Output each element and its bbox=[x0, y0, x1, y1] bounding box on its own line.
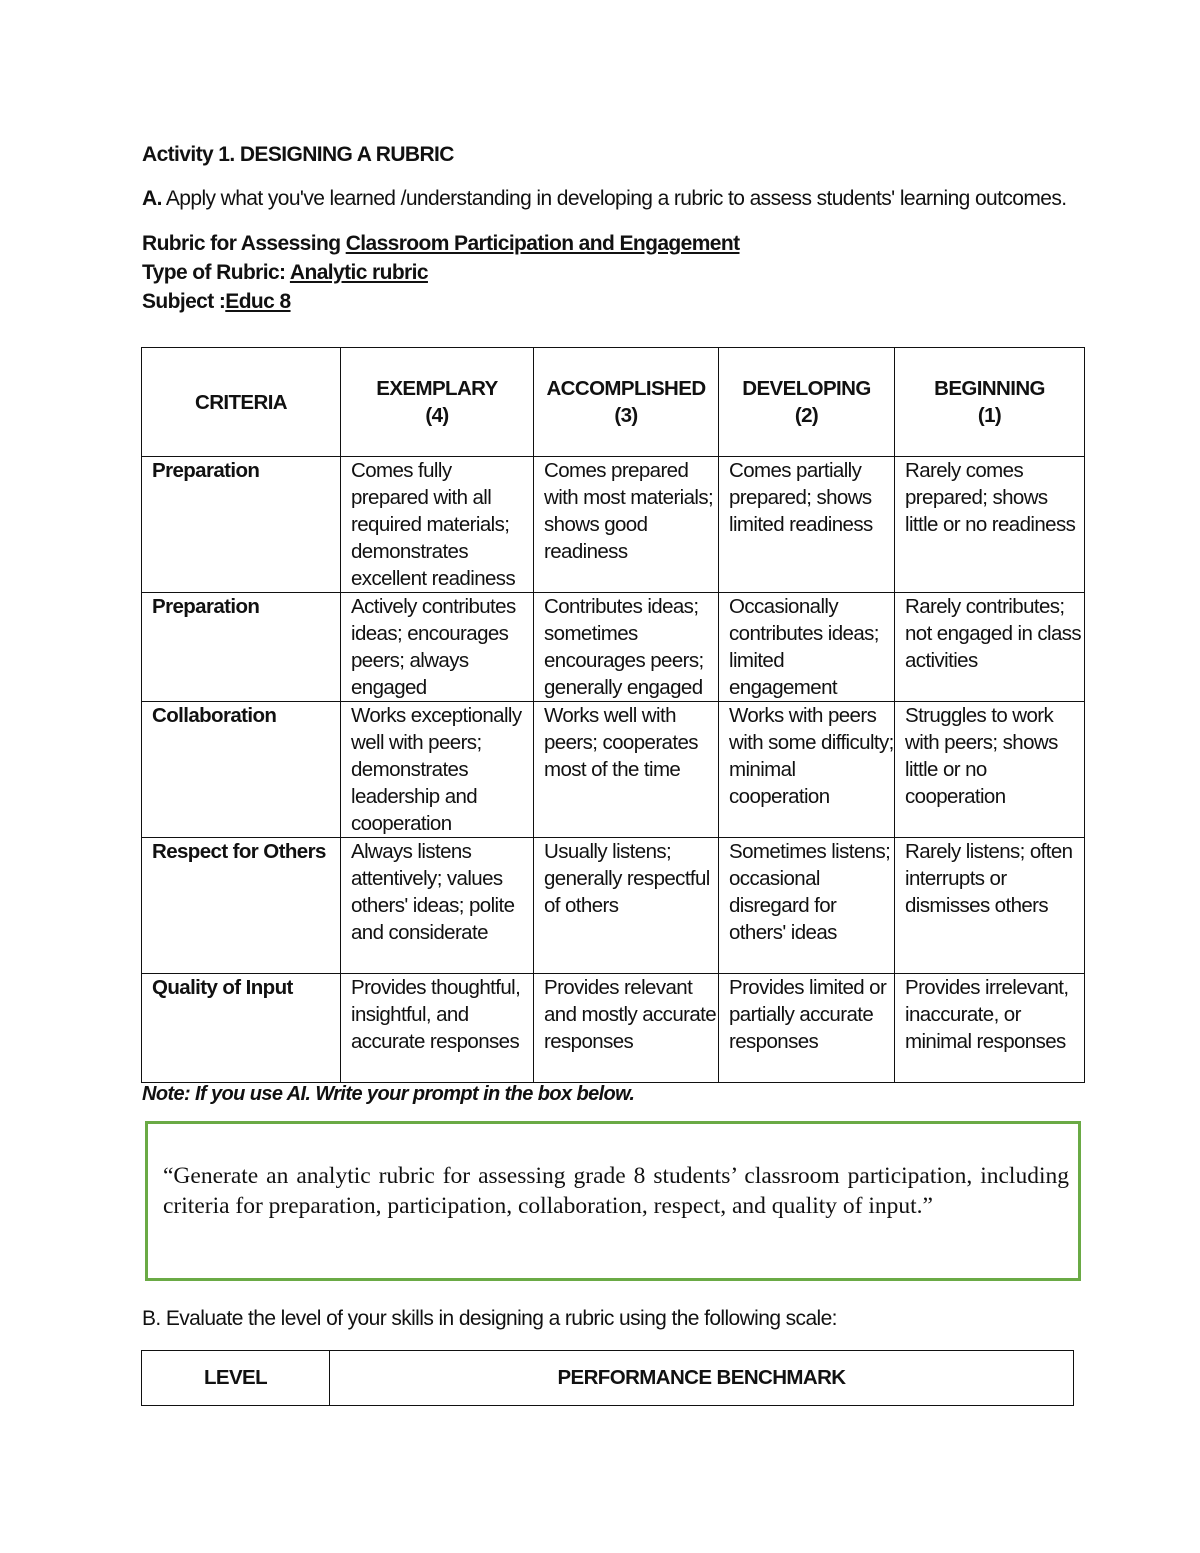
header-performance-benchmark: PERFORMANCE BENCHMARK bbox=[330, 1351, 1074, 1406]
rubric-cell: Comes partially prepared; shows limited readiness bbox=[719, 457, 895, 593]
header-exemplary-score: (4) bbox=[425, 404, 449, 427]
subject-label: Subject : bbox=[142, 290, 226, 313]
rubric-cell: Comes fully prepared with all required materials; demonstrates excellent readiness bbox=[341, 457, 534, 593]
table-row bbox=[142, 593, 1085, 702]
rubric-cell: Works well with peers; cooperates most of the time bbox=[534, 702, 719, 838]
criterion-cell: Collaboration bbox=[142, 702, 341, 838]
ai-note: Note: If you use AI. Write your prompt in the box below. bbox=[142, 1083, 635, 1105]
ai-prompt-box bbox=[145, 1121, 1081, 1281]
rubric-type-label: Type of Rubric: bbox=[142, 261, 290, 284]
scale-table bbox=[141, 1350, 1074, 1406]
header-developing-score: (2) bbox=[794, 404, 819, 427]
header-developing bbox=[719, 348, 895, 457]
criterion-cell: Preparation bbox=[142, 593, 341, 702]
header-exemplary bbox=[341, 348, 534, 457]
criterion-cell: Quality of Input bbox=[142, 974, 341, 1083]
rubric-cell: Usually listens; generally respectful of others bbox=[534, 838, 719, 974]
rubric-for-value: Classroom Participation and Engagement bbox=[345, 232, 740, 255]
header-criteria bbox=[142, 348, 341, 457]
rubric-cell: Rarely listens; often interrupts or dismisses others bbox=[895, 838, 1085, 974]
subject-line bbox=[142, 290, 291, 314]
header-developing-name: DEVELOPING bbox=[742, 377, 871, 400]
scale-header-row bbox=[142, 1351, 1074, 1406]
header-criteria-name: CRITERIA bbox=[194, 390, 287, 414]
table-row bbox=[142, 457, 1085, 593]
header-beginning bbox=[895, 348, 1085, 457]
rubric-for-line bbox=[142, 232, 739, 256]
header-beginning-score: (1) bbox=[977, 404, 1002, 427]
criterion-cell: Respect for Others bbox=[142, 838, 341, 974]
header-accomplished-score: (3) bbox=[614, 404, 638, 427]
rubric-cell: Struggles to work with peers; shows little or no cooperation bbox=[895, 702, 1085, 838]
rubric-header-row bbox=[142, 348, 1085, 457]
subject-value: Educ 8 bbox=[225, 290, 291, 313]
table-row bbox=[142, 838, 1085, 974]
criterion-cell: Preparation bbox=[142, 457, 341, 593]
rubric-cell: Contributes ideas; sometimes encourages peers; generally engaged bbox=[534, 593, 719, 702]
header-beginning-name: BEGINNING bbox=[934, 377, 1045, 400]
rubric-cell: Sometimes listens; occasional disregard for others' ideas bbox=[719, 838, 895, 974]
rubric-cell: Works exceptionally well with peers; demonstrates leadership and cooperation bbox=[341, 702, 534, 838]
rubric-table bbox=[141, 347, 1085, 1083]
rubric-cell: Occasionally contributes ideas; limited engagement bbox=[719, 593, 895, 702]
table-row bbox=[142, 702, 1085, 838]
rubric-cell: Provides relevant and mostly accurate responses bbox=[534, 974, 719, 1083]
rubric-cell: Rarely comes prepared; shows little or no readiness bbox=[895, 457, 1085, 593]
rubric-cell: Provides thoughtful, insightful, and accurate responses bbox=[341, 974, 534, 1083]
part-a-label: A. bbox=[142, 187, 162, 210]
part-a-text: Apply what you've learned /understanding in developing a rubric to assess students' learning outcomes. bbox=[161, 187, 1067, 210]
rubric-type-value: Analytic rubric bbox=[289, 261, 428, 284]
rubric-cell: Actively contributes ideas; encourages peers; always engaged bbox=[341, 593, 534, 702]
header-accomplished-name: ACCOMPLISHED bbox=[546, 377, 706, 400]
instruction-a bbox=[142, 187, 1066, 211]
rubric-cell: Rarely contributes; not engaged in class activities bbox=[895, 593, 1085, 702]
table-row bbox=[142, 974, 1085, 1083]
rubric-cell: Always listens attentively; values others' ideas; polite and considerate bbox=[341, 838, 534, 974]
rubric-cell: Provides limited or partially accurate responses bbox=[719, 974, 895, 1083]
page-title: Activity 1. DESIGNING A RUBRIC bbox=[142, 143, 454, 166]
rubric-cell: Provides irrelevant, inaccurate, or minimal responses bbox=[895, 974, 1085, 1083]
rubric-for-label: Rubric for Assessing bbox=[142, 232, 346, 255]
header-exemplary-name: EXEMPLARY bbox=[376, 377, 498, 400]
instruction-b: B. Evaluate the level of your skills in designing a rubric using the following scale: bbox=[142, 1307, 837, 1330]
rubric-cell: Comes prepared with most materials; shows good readiness bbox=[534, 457, 719, 593]
header-level: LEVEL bbox=[142, 1351, 330, 1406]
ai-prompt-text: “Generate an analytic rubric for assessing grade 8 students’ classroom participation, including criteria for preparation, participation, collaboration, respect, and quality of input.” bbox=[163, 1163, 1069, 1219]
rubric-type-line bbox=[142, 261, 428, 285]
rubric-cell: Works with peers with some difficulty; minimal cooperation bbox=[719, 702, 895, 838]
header-accomplished bbox=[534, 348, 719, 457]
